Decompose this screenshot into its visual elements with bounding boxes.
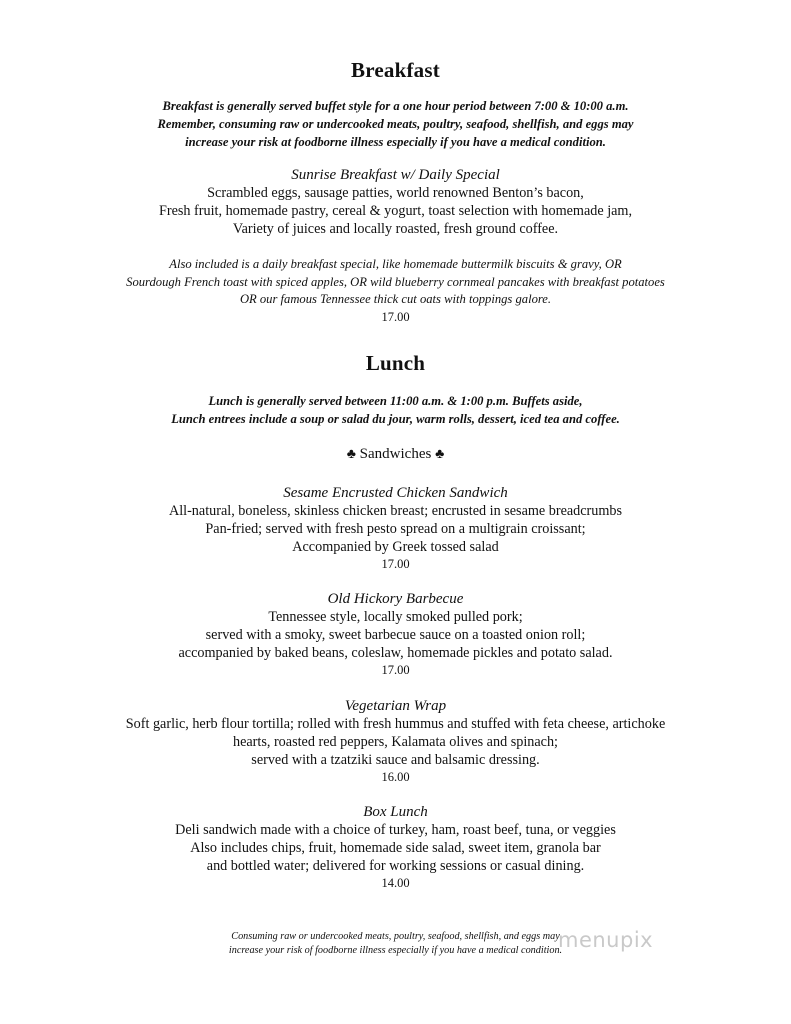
lunch-notice — [0, 392, 791, 428]
item-description-line: Also includes chips, fruit, homemade side salad, sweet item, granola bar — [190, 840, 601, 856]
footer-line: increase your risk of foodborne illness especially if you have a medical condition. — [228, 945, 563, 956]
item-price: 14.00 — [381, 876, 410, 890]
lunch-title: Lunch — [365, 351, 426, 375]
item-description-line: hearts, roasted red peppers, Kalamata olives and spinach; — [232, 734, 558, 750]
breakfast-notice-line: Remember, consuming raw or undercooked meats, poultry, seafood, shellfish, and eggs may — [157, 117, 634, 131]
breakfast-notice-line: increase your risk at foodborne illness especially if you have a medical condition. — [185, 135, 606, 149]
item-description-line: Scrambled eggs, sausage patties, world renowned Benton’s bacon, — [207, 185, 584, 201]
item-name: Vegetarian Wrap — [344, 698, 447, 714]
item-description-line: served with a smoky, sweet barbecue sauce on a toasted onion roll; — [205, 627, 586, 643]
special-line: OR our famous Tennessee thick cut oats with toppings galore. — [239, 292, 552, 306]
item-description-line: Pan-fried; served with fresh pesto spread on a multigrain croissant; — [205, 521, 586, 537]
item-description-line: Tennessee style, locally smoked pulled pork; — [268, 609, 523, 625]
breakfast-notice — [0, 97, 791, 151]
special-line: Also included is a daily breakfast special, like homemade buttermilk biscuits & gravy, OR — [169, 257, 622, 271]
item-description-line: accompanied by baked beans, coleslaw, homemade pickles and potato salad. — [178, 645, 613, 661]
subheading-label: Sandwiches — [359, 446, 432, 462]
special-line: Sourdough French toast with spiced apples, OR wild blueberry cornmeal pancakes with breakfast potatoes — [126, 274, 665, 289]
breakfast-title: Breakfast — [351, 58, 440, 82]
breakfast-special — [0, 256, 791, 326]
lunch-notice-line: Lunch entrees include a soup or salad du jour, warm rolls, dessert, iced tea and coffee. — [171, 412, 620, 426]
item-description-line: Variety of juices and locally roasted, fresh ground coffee. — [232, 221, 559, 237]
item-price: 17.00 — [381, 309, 410, 324]
club-icon: ♣ — [435, 447, 445, 462]
lunch-item — [0, 697, 791, 786]
club-icon: ♣ — [346, 447, 356, 462]
item-description-line: Deli sandwich made with a choice of turkey, ham, roast beef, tuna, or veggies — [175, 822, 616, 838]
item-description-line: served with a tzatziki sauce and balsamic dressing. — [251, 752, 540, 768]
footer-line: Consuming raw or undercooked meats, poultry, seafood, shellfish, and eggs may — [231, 931, 560, 942]
item-price: 16.00 — [381, 770, 410, 784]
item-description-line: Accompanied by Greek tossed salad — [292, 539, 499, 555]
item-name: Sesame Encrusted Chicken Sandwich — [283, 485, 508, 501]
item-description-line: Soft garlic, herb flour tortilla; rolled with fresh hummus and stuffed with feta cheese, artichoke — [125, 716, 666, 732]
lunch-item — [0, 803, 791, 892]
item-name: Box Lunch — [363, 804, 428, 820]
item-price: 17.00 — [381, 663, 410, 677]
watermark: menupix — [558, 928, 654, 952]
footer-disclaimer — [0, 930, 791, 958]
item-description-line: All-natural, boneless, skinless chicken breast; encrusted in sesame breadcrumbs — [168, 503, 623, 519]
item-description-line: and bottled water; delivered for working sessions or casual dining. — [206, 858, 585, 874]
lunch-item — [0, 484, 791, 573]
item-price: 17.00 — [381, 557, 410, 571]
item-name: Sunrise Breakfast w/ Daily Special — [291, 167, 500, 183]
sandwiches-subheading — [0, 446, 791, 463]
breakfast-notice-line: Breakfast is generally served buffet style for a one hour period between 7:00 & 10:00 a.m. — [162, 99, 629, 113]
breakfast-item — [0, 166, 791, 238]
lunch-notice-line: Lunch is generally served between 11:00 a.m. & 1:00 p.m. Buffets aside, — [208, 394, 583, 408]
item-description-line: Fresh fruit, homemade pastry, cereal & yogurt, toast selection with homemade jam, — [158, 203, 633, 219]
item-name: Old Hickory Barbecue — [327, 591, 464, 607]
lunch-item — [0, 590, 791, 679]
